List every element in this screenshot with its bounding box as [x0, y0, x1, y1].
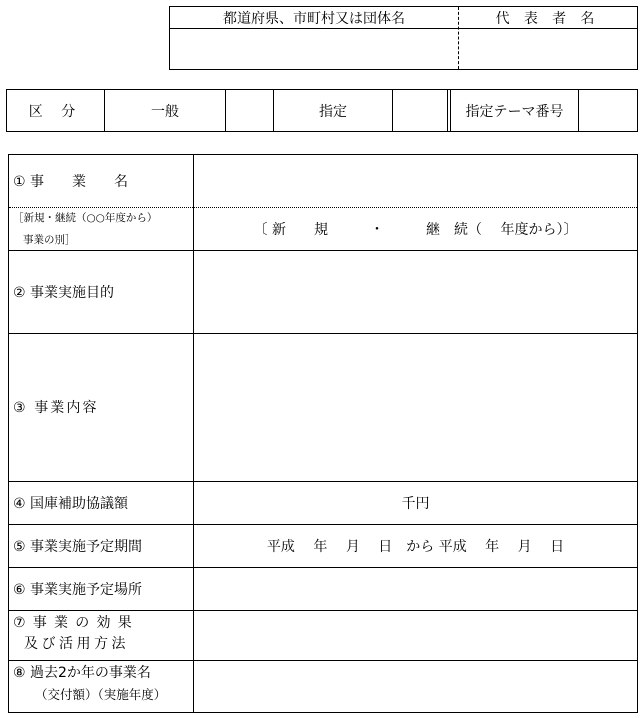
- designated-checkbox-cell[interactable]: [393, 90, 448, 131]
- main-table: [8, 154, 638, 713]
- general-checkbox-cell[interactable]: [226, 90, 274, 131]
- purpose-field[interactable]: [194, 251, 637, 333]
- designated-label: 指定: [274, 90, 393, 131]
- effect-field[interactable]: [194, 611, 637, 660]
- new-continuing-label-a: ［新規・継続（○○年度から）: [13, 212, 158, 224]
- period-value[interactable]: 平成 年 月 日 から 平成 年 月 日: [266, 538, 565, 555]
- theme-number-field[interactable]: [579, 90, 637, 131]
- subsidy-label: ④ 国庫補助協議額: [13, 495, 129, 512]
- new-continuing-value[interactable]: 〔 新 規 ・ 継 続（ 年度から）〕: [253, 221, 578, 238]
- subsidy-value[interactable]: 千円: [401, 495, 430, 512]
- past-projects-field[interactable]: [194, 661, 637, 712]
- project-name-field[interactable]: [194, 155, 637, 207]
- org-name-label: 都道府県、市町村又は団体名: [170, 7, 458, 29]
- representative-label: 代 表 者 名: [458, 7, 637, 29]
- effect-label-b: 及び活用方法: [24, 636, 129, 652]
- header-box: [169, 6, 638, 70]
- past-projects-label-b: （交付額）（実施年度）: [35, 687, 167, 702]
- purpose-label: ② 事業実施目的: [13, 284, 115, 301]
- content-label: ③ 事業内容: [13, 400, 99, 416]
- representative-field[interactable]: [459, 29, 637, 69]
- location-label: ⑥ 事業実施予定場所: [13, 581, 143, 598]
- general-label: 一般: [105, 90, 226, 131]
- theme-number-label: 指定テーマ番号: [451, 90, 579, 131]
- period-label: ⑤ 事業実施予定期間: [13, 538, 143, 555]
- project-name-label: ① 事 業 名: [13, 174, 129, 190]
- category-label: 区 分: [7, 90, 105, 131]
- location-field[interactable]: [194, 568, 637, 610]
- new-continuing-label-b: 事業の別］: [23, 234, 76, 246]
- category-row: [6, 89, 638, 132]
- content-field[interactable]: [194, 334, 637, 481]
- org-name-field[interactable]: [170, 29, 458, 69]
- past-projects-label-a: ⑧ 過去2か年の事業名: [13, 665, 151, 681]
- effect-label-a: ⑦ 事 業 の 効 果: [13, 615, 134, 631]
